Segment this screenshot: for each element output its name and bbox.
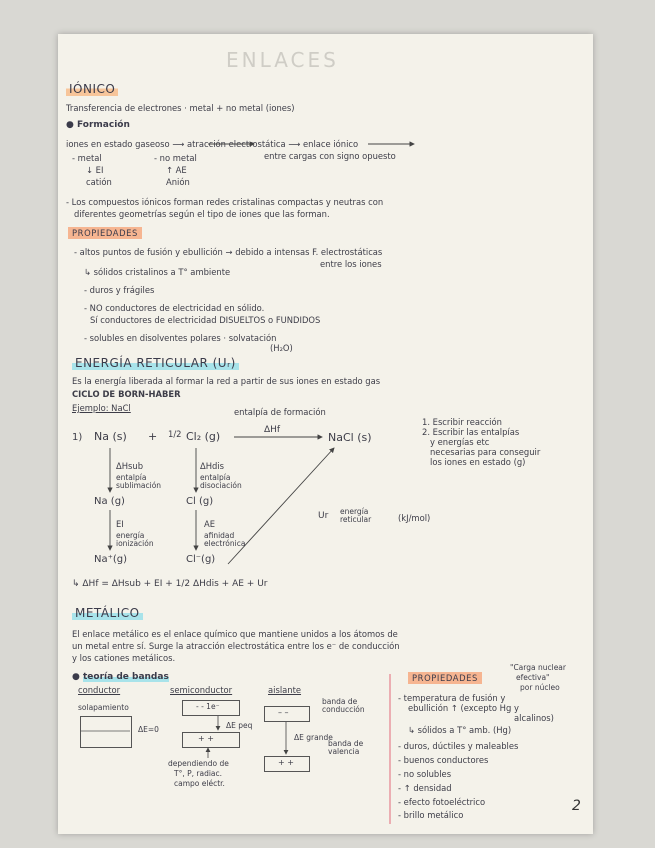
ciclo-title: CICLO DE BORN-HABER [72, 389, 181, 399]
semi-band-text: - - 1e⁻ [196, 702, 220, 711]
na-gas: Na (g) [94, 496, 125, 507]
dhdis-desc: entalpía disociación [200, 473, 242, 491]
metal-line-1: - metal [72, 153, 102, 163]
carga-note-2: efectiva" [516, 673, 550, 682]
step-2: 2. Escribir las entalpías [422, 427, 520, 437]
banda-conduccion-label: banda de conducción [322, 697, 365, 715]
nacl-solid: NaCl (s) [328, 431, 372, 444]
energia-heading: ENERGÍA RETICULAR (Uᵣ) [72, 356, 239, 370]
metal-prop-5: - duros, dúctiles y maleables [398, 741, 519, 751]
lattice-energy-arrow [228, 448, 334, 564]
step-5: los iones en estado (g) [430, 457, 526, 467]
cycle-arrows [58, 34, 593, 834]
dhsub-label: ΔHsub [116, 461, 144, 471]
step-3: y energías etc [430, 437, 490, 447]
ae-label: AE [204, 519, 216, 529]
ur-desc: energía reticular [340, 507, 372, 525]
ionico-prop-6: Sí conductores de electricidad DISUELTOS o FUNDIDOS [90, 315, 321, 325]
energia-def: Es la energía liberada al formar la red a partir de sus iones en estado gas [72, 376, 381, 386]
metal-prop-2: ebullición ↑ (excepto Hg y [408, 703, 519, 713]
page-title: ENLACES [226, 48, 339, 72]
dhf-label: ΔHf [264, 425, 281, 435]
ionico-prop-8: (H₂O) [270, 343, 293, 353]
dhdis-label: ΔHdis [200, 461, 225, 471]
semiconductor-label: semiconductor [170, 685, 233, 695]
ae-desc: afinidad electrónica [204, 531, 246, 549]
compuestos-line-1: - Los compuestos iónicos forman redes cristalinas compactas y neutras con [66, 197, 384, 207]
metalico-def-3: y los cationes metálicos. [72, 653, 176, 663]
units-label: (kJ/mol) [398, 513, 431, 523]
depende-2: T°, P, radiac. [174, 769, 223, 778]
banda-valencia-label: banda de valencia [328, 739, 364, 757]
metal-prop-10: - brillo metálico [398, 810, 464, 820]
ionico-prop-1: - altos puntos de fusión y ebullición → debido a intensas F. electrostáticas [74, 247, 383, 257]
metal-prop-7: - no solubles [398, 769, 452, 779]
conductor-label: conductor [78, 685, 121, 695]
ionico-propiedades-label: PROPIEDADES [68, 227, 142, 239]
solapamiento-label: solapamiento [78, 703, 129, 712]
ionico-prop-7: - solubles en disolventes polares · solvatación [84, 333, 277, 343]
depende-1: dependiendo de [168, 759, 229, 768]
step-1: 1. Escribir reacción [422, 417, 502, 427]
aislante-cond-minus: – – [278, 708, 289, 717]
cl-minus-gas: Cl⁻(g) [186, 554, 216, 565]
metal-line-3: catión [86, 177, 112, 187]
metal-line-2: ↓ EI [86, 165, 104, 175]
dhsub-desc: entalpía sublimación [116, 473, 162, 491]
cl-gas: Cl (g) [186, 496, 214, 507]
nometal-line-2: ↑ AE [166, 165, 187, 175]
ei-desc: energía ionización [116, 531, 154, 549]
ionico-definition: Transferencia de electrones · metal + no metal (iones) [66, 103, 295, 113]
formacion-label: ● Formación [66, 120, 130, 130]
ionico-heading: IÓNICO [66, 82, 118, 96]
formacion-sub: entre cargas con signo opuesto [264, 151, 396, 161]
delta-e0: ΔE=0 [138, 725, 159, 734]
page-number: 2 [572, 798, 581, 814]
na-solid: Na (s) [94, 430, 127, 443]
delta-e-grande: ΔE grande [294, 733, 333, 742]
notebook-page [58, 34, 593, 834]
metal-prop-8: - ↑ densidad [398, 783, 452, 793]
ionico-prop-2: entre los iones [320, 259, 382, 269]
na-plus-gas: Na⁺(g) [94, 554, 128, 565]
metalico-heading: METÁLICO [72, 606, 143, 620]
nometal-line-3: Anión [166, 177, 190, 187]
aislante-label: aislante [268, 685, 302, 695]
ionico-prop-4: - duros y frágiles [84, 285, 155, 295]
ur-label: Ur [318, 511, 329, 521]
depende-3: campo eléctr. [174, 779, 225, 788]
sum-equation: ↳ ΔHf = ΔHsub + EI + 1/2 ΔHdis + AE + Ur [72, 579, 268, 589]
semi-valence-plus: + + [198, 734, 214, 743]
ionico-prop-5: - NO conductores de electricidad en sólido. [84, 303, 265, 313]
metal-prop-1: - temperatura de fusión y [398, 693, 506, 703]
metalico-propiedades-label: PROPIEDADES [408, 672, 482, 684]
carga-note-3: por núcleo [520, 683, 560, 692]
ejemplo-label: Ejemplo: NaCl [72, 403, 131, 413]
plus-sign: + [148, 430, 158, 443]
delta-e-peq: ΔE peq [226, 721, 253, 730]
nometal-line-1: - no metal [154, 153, 197, 163]
metal-prop-9: - efecto fotoeléctrico [398, 797, 486, 807]
metal-prop-4: ↳ sólidos a T° amb. (Hg) [408, 725, 512, 735]
metal-prop-6: - buenos conductores [398, 755, 489, 765]
formacion-line: iones en estado gaseoso ⟶ atracción electrostática ⟶ enlace iónico [66, 139, 359, 149]
entalpia-formacion: entalpía de formación [234, 407, 326, 417]
half-fraction: 1/2 [168, 429, 182, 439]
step-4: necesarias para conseguir [430, 447, 541, 457]
compuestos-line-2: diferentes geometrías según el tipo de iones que las forman. [74, 209, 330, 219]
teoria-bandas-label: ● teoría de bandas [72, 672, 169, 682]
ei-label: EI [116, 519, 124, 529]
carga-note-1: "Carga nuclear [510, 663, 566, 672]
aislante-val-plus: + + [278, 758, 294, 767]
metalico-def-2: un metal entre sí. Surge la atracción electrostática entre los e⁻ de conducción [72, 641, 400, 651]
metal-prop-3: alcalinos) [514, 713, 554, 723]
eq-number: 1) [72, 432, 83, 443]
metalico-def-1: El enlace metálico es el enlace químico que mantiene unidos a los átomos de [72, 629, 398, 639]
cl2-gas: Cl₂ (g) [186, 430, 221, 443]
ionico-prop-3: ↳ sólidos cristalinos a T° ambiente [84, 267, 231, 277]
